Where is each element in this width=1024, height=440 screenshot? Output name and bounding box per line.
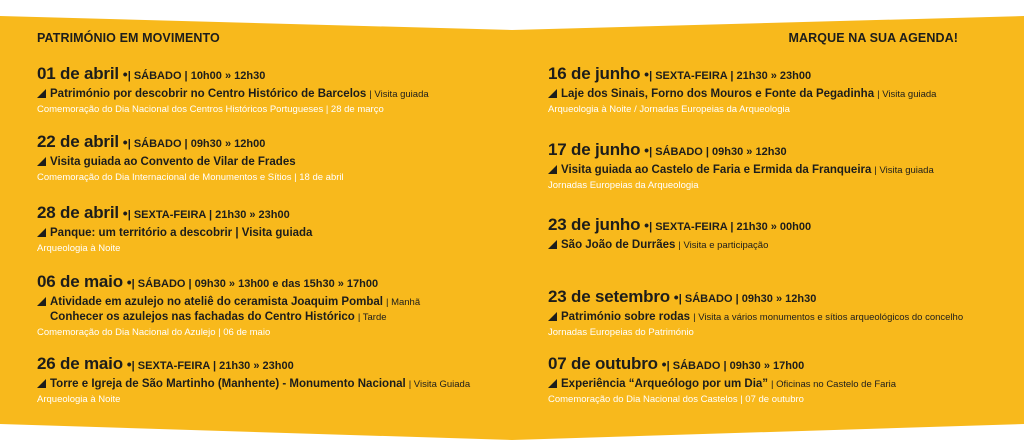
event-date: 28 de abril bbox=[37, 203, 119, 222]
event-activity bbox=[548, 238, 1008, 253]
event-item bbox=[37, 271, 507, 340]
event-item bbox=[37, 131, 507, 185]
event-header bbox=[37, 202, 507, 226]
triangle-marker-icon bbox=[548, 165, 557, 174]
event-header bbox=[37, 131, 507, 155]
bullet-separator: • bbox=[118, 205, 128, 221]
event-item bbox=[548, 139, 1008, 193]
activity-title: Visita guiada ao Convento de Vilar de Frades bbox=[50, 156, 296, 168]
activity-title: Atividade em azulejo no ateliê do ceramista Joaquim Pombal bbox=[50, 296, 383, 308]
event-header bbox=[37, 271, 507, 295]
activity-note: | Visita guiada bbox=[369, 89, 429, 100]
activity-title: Visita guiada ao Castelo de Faria e Ermida da Franqueira bbox=[561, 164, 872, 176]
event-header bbox=[548, 353, 1008, 377]
bullet-separator: • bbox=[122, 274, 132, 290]
event-date: 07 de outubro bbox=[548, 354, 658, 373]
triangle-marker-icon bbox=[548, 379, 557, 388]
event-activity bbox=[37, 377, 507, 392]
triangle-marker-icon bbox=[37, 228, 46, 237]
event-item bbox=[37, 202, 507, 256]
event-item bbox=[37, 353, 507, 407]
event-occasion: Arqueologia à Noite / Jornadas Europeias da Arqueologia bbox=[548, 104, 790, 115]
event-schedule: | SEXTA-FEIRA | 21h30 » 00h00 bbox=[649, 221, 812, 233]
activity-note: | Visita Guiada bbox=[408, 379, 471, 390]
activity-note: | Manhã bbox=[385, 297, 421, 308]
activity-title: Panque: um território a descobrir | Visita guiada bbox=[50, 227, 313, 239]
event-activity bbox=[37, 226, 507, 241]
event-date: 06 de maio bbox=[37, 272, 123, 291]
event-date: 26 de maio bbox=[37, 354, 123, 373]
activity-note: | Visita a vários monumentos e sítios arqueológicos do concelho bbox=[693, 312, 964, 323]
bullet-separator: • bbox=[118, 134, 128, 150]
event-item bbox=[548, 286, 1008, 340]
event-schedule: | SEXTA-FEIRA | 21h30 » 23h00 bbox=[131, 360, 294, 372]
event-schedule: | SÁBADO | 09h30 » 12h30 bbox=[649, 146, 787, 158]
event-activity bbox=[548, 310, 1008, 325]
activity-title: Património sobre rodas bbox=[561, 311, 691, 323]
event-date: 01 de abril bbox=[37, 64, 119, 83]
event-occasion: Jornadas Europeias do Património bbox=[548, 327, 694, 338]
event-schedule: | SÁBADO | 09h30 » 12h00 bbox=[127, 138, 266, 150]
activity-note: | Tarde bbox=[357, 312, 387, 323]
event-header bbox=[548, 139, 1008, 163]
right-column bbox=[548, 31, 1008, 405]
event-occasion: Arqueologia à Noite bbox=[37, 243, 121, 254]
event-schedule: | SEXTA-FEIRA | 21h30 » 23h00 bbox=[127, 209, 290, 221]
event-schedule: | SÁBADO | 09h30 » 13h00 e das 15h30 » 17h00 bbox=[131, 278, 379, 290]
triangle-marker-icon bbox=[548, 89, 557, 98]
bullet-separator: • bbox=[640, 66, 650, 82]
event-activity bbox=[37, 310, 507, 325]
activity-title: Experiência “Arqueólogo por um Dia” bbox=[561, 378, 769, 390]
event-occasion: Comemoração do Dia Nacional dos Centros Históricos Portugueses | 28 de março bbox=[37, 104, 384, 115]
activity-note: | Visita guiada bbox=[874, 165, 934, 176]
event-schedule: | SEXTA-FEIRA | 21h30 » 23h00 bbox=[649, 70, 812, 82]
activity-title: São João de Durrães bbox=[561, 239, 676, 251]
activity-title: Laje dos Sinais, Forno dos Mouros e Fonte da Pegadinha bbox=[561, 88, 875, 100]
event-activity bbox=[37, 295, 507, 310]
activity-note: | Oficinas no Castelo de Faria bbox=[771, 379, 897, 390]
event-activity bbox=[548, 163, 1008, 178]
event-date: 17 de junho bbox=[548, 140, 641, 159]
event-date: 23 de junho bbox=[548, 215, 641, 234]
triangle-marker-icon bbox=[37, 379, 46, 388]
event-date: 22 de abril bbox=[37, 132, 119, 151]
event-item bbox=[548, 353, 1008, 407]
activity-note: | Visita guiada bbox=[877, 89, 937, 100]
bullet-separator: • bbox=[669, 289, 679, 305]
event-occasion: Arqueologia à Noite bbox=[37, 394, 121, 405]
event-schedule: | SÁBADO | 09h30 » 12h30 bbox=[678, 293, 817, 305]
bullet-separator: • bbox=[118, 66, 128, 82]
triangle-marker-icon bbox=[548, 312, 557, 321]
event-activity bbox=[548, 87, 1008, 102]
left-column bbox=[37, 31, 507, 405]
event-item bbox=[548, 63, 1008, 117]
event-activity bbox=[37, 155, 507, 170]
event-activity bbox=[37, 87, 507, 102]
right-heading: MARQUE NA SUA AGENDA! bbox=[788, 31, 958, 45]
event-header bbox=[548, 286, 1008, 310]
bullet-separator: • bbox=[640, 217, 650, 233]
event-header bbox=[548, 214, 1008, 238]
event-header bbox=[548, 63, 1008, 87]
event-header bbox=[37, 63, 507, 87]
activity-title: Património por descobrir no Centro Histórico de Barcelos bbox=[50, 88, 367, 100]
event-item bbox=[548, 214, 1008, 253]
left-heading: PATRIMÓNIO EM MOVIMENTO bbox=[37, 31, 220, 45]
event-date: 23 de setembro bbox=[548, 287, 670, 306]
bullet-separator: • bbox=[657, 356, 667, 372]
bullet-separator: • bbox=[640, 142, 650, 158]
event-occasion: Comemoração do Dia Nacional do Azulejo | 06 de maio bbox=[37, 327, 271, 338]
event-activity bbox=[548, 377, 1008, 392]
activity-title: Torre e Igreja de São Martinho (Manhente) - Monumento Nacional bbox=[50, 378, 406, 390]
activity-title: Conhecer os azulejos nas fachadas do Centro Histórico bbox=[50, 311, 355, 323]
event-date: 16 de junho bbox=[548, 64, 641, 83]
triangle-marker-icon bbox=[548, 240, 557, 249]
event-item bbox=[37, 63, 507, 117]
event-occasion: Comemoração do Dia Internacional de Monumentos e Sítios | 18 de abril bbox=[37, 172, 344, 183]
event-header bbox=[37, 353, 507, 377]
event-occasion: Comemoração do Dia Nacional dos Castelos | 07 de outubro bbox=[548, 394, 804, 405]
event-schedule: | SÁBADO | 10h00 » 12h30 bbox=[127, 70, 266, 82]
triangle-marker-icon bbox=[37, 89, 46, 98]
triangle-marker-icon bbox=[37, 297, 46, 306]
bullet-separator: • bbox=[122, 356, 132, 372]
activity-note: | Visita e participação bbox=[678, 240, 769, 251]
event-schedule: | SÁBADO | 09h30 » 17h00 bbox=[666, 360, 805, 372]
event-occasion: Jornadas Europeias da Arqueologia bbox=[548, 180, 699, 191]
triangle-marker-icon bbox=[37, 157, 46, 166]
